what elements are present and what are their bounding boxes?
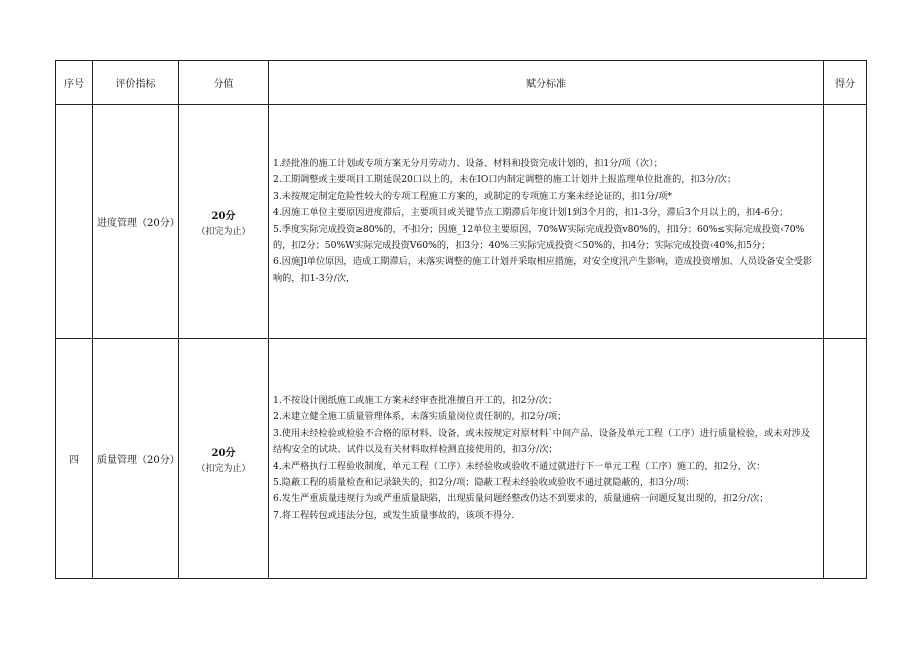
table-row <box>56 105 867 339</box>
row-score <box>179 339 269 579</box>
header-criteria: 赋分标准 <box>269 61 824 105</box>
criteria-item: 3.使用未经检验或检验不合格的原材料、设备，或未按规定对原材料`中间产品、设备及单元工程（工序）进行质量检验，或未对涉及结构安全的试块、试件以及有关材料取样检测直接使用的，扣3分/次； <box>273 427 811 456</box>
score-value: 20分 <box>211 210 236 222</box>
score-note: （扣完为止） <box>196 463 251 474</box>
criteria-item: 3.未按规定制定危险性较大的专项工程施工方案的，或制定的专项施工方案未经论证的，扣1分/项* <box>273 190 672 202</box>
criteria-item: 5.隐蔽工程的质量检查和记录缺失的，扣2分/项；隐蔽工程未经验收或验收不通过就隐蔽的，扣3分/项： <box>273 476 695 488</box>
row-score <box>179 105 269 339</box>
row-result <box>824 339 867 579</box>
row-criteria <box>269 339 824 579</box>
criteria-item: 1.经批准的施工计划或专项方案无分月劳动力、设备、材料和投资完成计划的，扣1分/项（次）； <box>273 157 663 169</box>
row-result <box>824 105 867 339</box>
criteria-item: 4.因施工单位主要原因进度滞后，主要项目或关键节点工期滞后年度计划1到3个月的，扣1-3分，滞后3个月以上的，扣4-6分； <box>273 207 789 219</box>
evaluation-table <box>55 60 867 579</box>
criteria-item: 7.将工程转包或违法分包，或发生质量事故的，该项不得分. <box>273 509 515 521</box>
criteria-item: 2.工期调整或主要项目工期延误20口以上的，未在IO口内制定调整的施工计划并上报监理单位批准的，扣3分/次； <box>273 174 737 186</box>
criteria-item: 2.未建立健全施工质量管理体系，未落实质量岗位责任制的，扣2分/项； <box>273 411 567 423</box>
criteria-item: 6.发生严重质量违规行为或严重质量缺陷，出现质量问题经整改仍达不到要求的，质量通病一问题反复出现的，扣2分/次； <box>273 493 769 505</box>
header-indicator: 评价指标 <box>93 61 179 105</box>
criteria-item: 4.未严格执行工程验收制度，单元工程（工序）未经验收或验收不通过就进行下一单元工程（工序）施工的，扣2分，次： <box>273 460 766 472</box>
row-indicator: 进度管理（20分） <box>93 105 179 339</box>
row-index <box>56 105 93 339</box>
header-index: 序号 <box>56 61 93 105</box>
row-index: 四 <box>56 339 93 579</box>
criteria-item: 6.因施Jl单位原因，造成工期滞后，未落实调整的施工计划并采取相应措施，对安全度汛产生影响，造成投资增加、人员设备安全受影响的，扣1-3分/次， <box>273 256 813 284</box>
score-note: （扣完为止） <box>196 226 251 237</box>
criteria-item: 1.不按设计图纸施工或施工方案未经审查批准擅自开工的，扣2分/次； <box>273 394 558 406</box>
header-row <box>56 61 867 105</box>
criteria-item: 5.季度实际完成投资≥80%的，不扣分；因施_12单位主要原因，70%W实际完成投资v80%的，扣l分；60%≤实际完成投资‹70%的，扣2分；50%W实际完成投资V60%的，扣3分；40%三实际完成投资＜50%的，扣4分；实际完成投资‹40%,扣5分； <box>273 223 805 251</box>
score-value: 20分 <box>211 447 236 459</box>
row-criteria <box>269 105 824 339</box>
header-result: 得分 <box>824 61 867 105</box>
table-row <box>56 339 867 579</box>
row-indicator: 质量管理（20分） <box>93 339 179 579</box>
header-score: 分值 <box>179 61 269 105</box>
